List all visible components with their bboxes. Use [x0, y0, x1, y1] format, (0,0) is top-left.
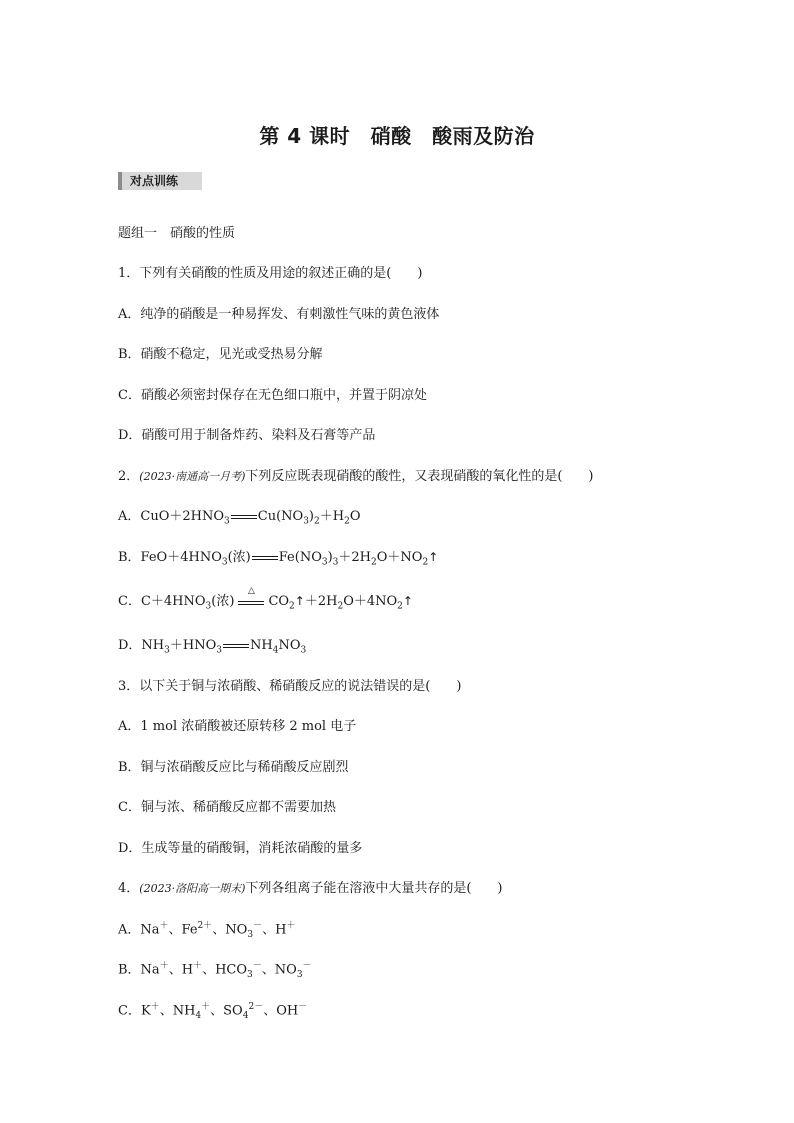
q3-option-d: D．生成等量的硝酸铜，消耗浓硝酸的量多	[118, 841, 363, 856]
section-tag: 对点训练	[118, 172, 202, 190]
q3-option-a: A．1 mol 浓硝酸被还原转移 2 mol 电子	[118, 719, 357, 734]
page-title: 第 4 课时 硝酸 酸雨及防治	[259, 124, 535, 148]
q4-text: 下列各组离子能在溶液中大量共存的是( )	[245, 881, 503, 896]
q3-option-c: C．铜与浓、稀硝酸反应都不需要加热	[118, 800, 336, 815]
q2-stem	[118, 465, 594, 484]
q1-option-a: A．纯净的硝酸是一种易挥发、有刺激性气味的黄色液体	[118, 307, 440, 322]
q4-stem	[118, 877, 503, 896]
q4-option-a: A．Na＋、$Fe^{2+}$、$NO_3^-$、H＋	[118, 921, 296, 940]
q2-text: 下列反应既表现硝酸的酸性，又表现硝酸的氧化性的是( )	[245, 469, 594, 484]
q3-option-b: B．铜与浓硝酸反应比与稀硝酸反应剧烈	[118, 760, 349, 775]
q2-option-d: D．$NH_3+HNO_3$ $NH_4NO_3$	[118, 638, 307, 656]
q2-option-a: A．$CuO+2HNO_3$ $Cu(NO_3)_2+H_2O$	[118, 509, 361, 527]
q2-number: 2．	[118, 469, 140, 484]
q1-option-b: B．硝酸不稳定，见光或受热易分解	[118, 347, 323, 362]
q4-source: (2023·洛阳高一期末)	[139, 882, 246, 895]
q1-option-c: C．硝酸必须密封保存在无色细口瓶中，并置于阴凉处	[118, 388, 427, 403]
q2-source: (2023·南通高一月考)	[139, 470, 246, 483]
q2-option-b: B．$FeO+4HNO_3$(浓) $Fe(NO_3)_3+2H_2O+NO_2↑$	[118, 550, 439, 568]
q2-option-c: C．$C+4HNO_3$(浓) △ $CO_2↑+2H_2O+4NO_2↑$	[118, 585, 413, 612]
q4-option-c: C．K＋、$NH_4^+$、$SO_4^{2-}$、OH－	[118, 1002, 308, 1021]
q1-option-d: D．硝酸可用于制备炸药、染料及石膏等产品	[118, 428, 376, 443]
group-heading: 题组一 硝酸的性质	[118, 226, 236, 241]
q4-number: 4．	[118, 881, 140, 896]
q1-stem: 1．下列有关硝酸的性质及用途的叙述正确的是( )	[118, 266, 423, 281]
q3-stem: 3．以下关于铜与浓硝酸、稀硝酸反应的说法错误的是( )	[118, 679, 462, 694]
q4-option-b: B．Na＋、H＋、$HCO_3^-$、$NO_3^-$	[118, 961, 312, 980]
heating-condition: △	[238, 599, 264, 605]
